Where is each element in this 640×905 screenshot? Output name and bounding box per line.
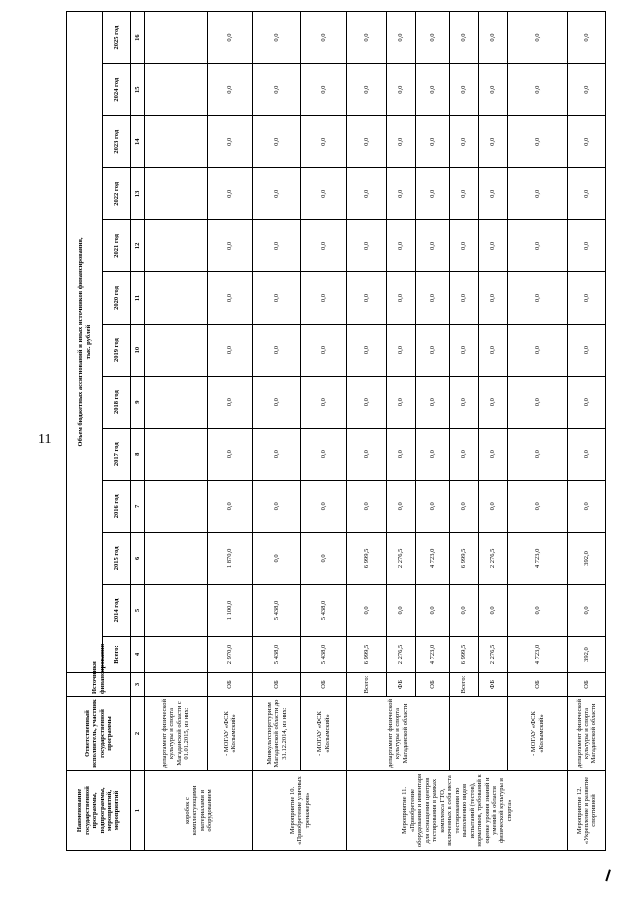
cell-value: 0,0 bbox=[253, 376, 301, 428]
cell-value bbox=[145, 324, 208, 376]
cell-value: 392,0 bbox=[568, 532, 606, 584]
cell-value: 0,0 bbox=[449, 64, 478, 116]
cell-value: 0,0 bbox=[568, 12, 606, 64]
cell-value: 4 723,0 bbox=[416, 532, 449, 584]
column-number: 6 bbox=[131, 532, 145, 584]
column-number: 10 bbox=[131, 324, 145, 376]
cell-value: 0,0 bbox=[416, 64, 449, 116]
cell-value: 0,0 bbox=[449, 272, 478, 324]
cell-executor: департамент физической культуры и спорта Магаданской области bbox=[347, 697, 449, 771]
cell-value: 0,0 bbox=[301, 116, 347, 168]
cell-value: 0,0 bbox=[507, 324, 567, 376]
table-row bbox=[207, 12, 253, 851]
column-number: 15 bbox=[131, 64, 145, 116]
cell-name: Мероприятие 10. «Приобретение уличных тренажеров» bbox=[253, 771, 347, 851]
cell-value: 0,0 bbox=[478, 220, 507, 272]
cell-value: 0,0 bbox=[386, 480, 415, 532]
cell-value: 2 276,5 bbox=[386, 637, 415, 673]
column-number: 8 bbox=[131, 428, 145, 480]
cell-source: ОБ bbox=[207, 673, 253, 697]
cell-value: 0,0 bbox=[449, 220, 478, 272]
header-year: 2016 год bbox=[103, 480, 131, 532]
cell-value: 0,0 bbox=[449, 12, 478, 64]
cell-value: 2 970,0 bbox=[207, 637, 253, 673]
cell-executor: - МОГАУ «ФСК «Колымский» bbox=[207, 697, 253, 771]
cell-source bbox=[145, 673, 208, 697]
cell-value: 0,0 bbox=[416, 12, 449, 64]
cell-value: 0,0 bbox=[207, 12, 253, 64]
cell-value: 0,0 bbox=[568, 324, 606, 376]
cell-value bbox=[145, 480, 208, 532]
cell-value: 2 276,5 bbox=[386, 532, 415, 584]
cell-value bbox=[145, 220, 208, 272]
cell-value: 0,0 bbox=[301, 168, 347, 220]
cell-value: 5 438,0 bbox=[253, 584, 301, 636]
cell-source: ОБ bbox=[416, 673, 449, 697]
cell-value: 0,0 bbox=[386, 116, 415, 168]
cell-value: 392,0 bbox=[568, 637, 606, 673]
cell-value: 0,0 bbox=[207, 324, 253, 376]
cell-value: 0,0 bbox=[507, 116, 567, 168]
cell-value: 0,0 bbox=[301, 64, 347, 116]
cell-value bbox=[145, 12, 208, 64]
cell-value: 0,0 bbox=[253, 64, 301, 116]
cell-value: 0,0 bbox=[207, 480, 253, 532]
cell-value: 0,0 bbox=[253, 272, 301, 324]
cell-value bbox=[145, 428, 208, 480]
cell-source: ОБ bbox=[301, 673, 347, 697]
cell-value bbox=[145, 532, 208, 584]
cell-value: 5 438,0 bbox=[301, 637, 347, 673]
cell-value: 0,0 bbox=[478, 116, 507, 168]
header-year: 2014 год bbox=[103, 584, 131, 636]
cell-value: 0,0 bbox=[301, 428, 347, 480]
cell-value: 0,0 bbox=[386, 376, 415, 428]
scan-mark bbox=[605, 869, 614, 882]
header-executor: Ответственный исполнитель, участник государственной программы bbox=[67, 697, 131, 771]
header-year: 2025 год bbox=[103, 12, 131, 64]
cell-value: 0,0 bbox=[301, 220, 347, 272]
cell-value: 0,0 bbox=[253, 116, 301, 168]
cell-value: 0,0 bbox=[568, 116, 606, 168]
cell-value: 6 999,5 bbox=[449, 637, 478, 673]
cell-value bbox=[145, 64, 208, 116]
cell-value: 0,0 bbox=[449, 324, 478, 376]
cell-value: 0,0 bbox=[449, 584, 478, 636]
cell-value: 0,0 bbox=[507, 584, 567, 636]
cell-value: 0,0 bbox=[507, 480, 567, 532]
cell-value: 0,0 bbox=[386, 168, 415, 220]
table-row bbox=[253, 12, 301, 851]
cell-source: ОБ bbox=[507, 673, 567, 697]
cell-source: Всего: bbox=[347, 673, 387, 697]
cell-value: 0,0 bbox=[568, 220, 606, 272]
cell-value: 0,0 bbox=[347, 480, 387, 532]
cell-value: 0,0 bbox=[207, 376, 253, 428]
cell-value: 0,0 bbox=[416, 428, 449, 480]
header-year: 2015 год bbox=[103, 532, 131, 584]
cell-value: 0,0 bbox=[347, 324, 387, 376]
header-total: Всего: bbox=[103, 637, 131, 673]
cell-value: 0,0 bbox=[568, 376, 606, 428]
column-number: 12 bbox=[131, 220, 145, 272]
header-year: 2023 год bbox=[103, 116, 131, 168]
cell-value: 0,0 bbox=[253, 168, 301, 220]
header-funding bbox=[67, 12, 103, 673]
cell-value: 0,0 bbox=[386, 272, 415, 324]
column-number: 16 bbox=[131, 12, 145, 64]
cell-value: 0,0 bbox=[568, 168, 606, 220]
cell-value: 0,0 bbox=[478, 168, 507, 220]
column-number: 14 bbox=[131, 116, 145, 168]
cell-value: 2 276,5 bbox=[478, 637, 507, 673]
rotated-table-wrapper bbox=[66, 11, 606, 851]
cell-value: 0,0 bbox=[253, 324, 301, 376]
cell-value: 0,0 bbox=[347, 116, 387, 168]
cell-value bbox=[145, 168, 208, 220]
cell-value: 1 100,0 bbox=[207, 584, 253, 636]
cell-value: 0,0 bbox=[386, 220, 415, 272]
cell-value: 0,0 bbox=[347, 168, 387, 220]
column-number: 13 bbox=[131, 168, 145, 220]
cell-executor: департамент физической культуры и спорта Магаданской области bbox=[568, 697, 606, 771]
cell-value: 0,0 bbox=[478, 480, 507, 532]
cell-value: 0,0 bbox=[416, 220, 449, 272]
cell-value: 0,0 bbox=[449, 116, 478, 168]
header-year: 2020 год bbox=[103, 272, 131, 324]
cell-value: 0,0 bbox=[478, 428, 507, 480]
column-number: 7 bbox=[131, 480, 145, 532]
cell-value: 0,0 bbox=[568, 428, 606, 480]
cell-value: 0,0 bbox=[347, 584, 387, 636]
cell-value: 0,0 bbox=[301, 532, 347, 584]
header-year: 2024 год bbox=[103, 64, 131, 116]
cell-executor: департамент физической культуры и спорта Магаданской области с 01.01.2015, из них: bbox=[145, 697, 208, 771]
cell-value: 0,0 bbox=[478, 64, 507, 116]
cell-value: 5 438,0 bbox=[301, 584, 347, 636]
cell-value: 0,0 bbox=[253, 480, 301, 532]
cell-executor bbox=[449, 697, 507, 771]
cell-name: коробок с комплектующими материалами и оборудованием bbox=[145, 771, 253, 851]
cell-value: 0,0 bbox=[478, 324, 507, 376]
table-row bbox=[347, 12, 387, 851]
cell-value: 4 723,0 bbox=[416, 637, 449, 673]
cell-value: 0,0 bbox=[568, 584, 606, 636]
cell-value: 0,0 bbox=[507, 220, 567, 272]
cell-value: 0,0 bbox=[449, 168, 478, 220]
cell-value: 0,0 bbox=[416, 376, 449, 428]
table-row bbox=[301, 12, 347, 851]
cell-value: 0,0 bbox=[507, 64, 567, 116]
cell-value bbox=[145, 637, 208, 673]
cell-value: 0,0 bbox=[449, 480, 478, 532]
column-number: 4 bbox=[131, 637, 145, 673]
column-number: 1 bbox=[131, 771, 145, 851]
cell-value: 0,0 bbox=[347, 376, 387, 428]
cell-value: 6 999,5 bbox=[449, 532, 478, 584]
cell-value: 6 999,5 bbox=[347, 637, 387, 673]
cell-value: 0,0 bbox=[347, 12, 387, 64]
cell-value: 0,0 bbox=[253, 532, 301, 584]
cell-value: 0,0 bbox=[478, 584, 507, 636]
cell-value: 0,0 bbox=[386, 324, 415, 376]
cell-value: 0,0 bbox=[347, 220, 387, 272]
column-number: 3 bbox=[131, 673, 145, 697]
cell-source: ФБ bbox=[478, 673, 507, 697]
column-number: 11 bbox=[131, 272, 145, 324]
table-row bbox=[568, 12, 606, 851]
cell-source: ФБ bbox=[386, 673, 415, 697]
cell-name: Мероприятие 12. «Укрепление и развитие спортивной bbox=[568, 771, 606, 851]
cell-value: 0,0 bbox=[478, 12, 507, 64]
cell-value: 0,0 bbox=[507, 12, 567, 64]
cell-value: 0,0 bbox=[386, 584, 415, 636]
header-year: 2022 год bbox=[103, 168, 131, 220]
cell-value bbox=[145, 376, 208, 428]
header-funding-title: Объем бюджетных ассигнований и иных источников финансирования, bbox=[77, 237, 85, 447]
cell-value: 5 438,0 bbox=[253, 637, 301, 673]
cell-executor: - МОГАУ «ФСК «Колымский» bbox=[507, 697, 567, 771]
header-year: 2021 год bbox=[103, 220, 131, 272]
cell-value: 0,0 bbox=[449, 376, 478, 428]
cell-value: 0,0 bbox=[507, 376, 567, 428]
cell-value: 0,0 bbox=[449, 428, 478, 480]
header-name: Наименование государственной программы, подпрограммы, мероприятий, мероприятий bbox=[67, 771, 131, 851]
funding-table bbox=[66, 11, 606, 851]
cell-value: 0,0 bbox=[507, 272, 567, 324]
cell-value: 0,0 bbox=[301, 324, 347, 376]
cell-value: 2 276,5 bbox=[478, 532, 507, 584]
cell-value: 0,0 bbox=[507, 428, 567, 480]
cell-value: 0,0 bbox=[347, 64, 387, 116]
column-number: 2 bbox=[131, 697, 145, 771]
cell-source: ОБ bbox=[253, 673, 301, 697]
cell-value: 0,0 bbox=[478, 376, 507, 428]
table-row bbox=[449, 12, 478, 851]
cell-value bbox=[145, 116, 208, 168]
cell-value: 0,0 bbox=[416, 168, 449, 220]
cell-value: 0,0 bbox=[568, 64, 606, 116]
cell-value: 0,0 bbox=[207, 272, 253, 324]
cell-value: 0,0 bbox=[347, 272, 387, 324]
cell-value: 0,0 bbox=[301, 12, 347, 64]
cell-source: Всего: bbox=[449, 673, 478, 697]
cell-value: 0,0 bbox=[207, 220, 253, 272]
cell-value: 1 870,0 bbox=[207, 532, 253, 584]
cell-name: Мероприятие 11. «Приобретение оборудования и инвентаря для оснащения центров тестирования в рамках комплекса ГТО, включенных в себя места тестирования по выполнению видов испытаний (тестов), нормативов, требований к оценке уровня знаний и умений в области физической культуры и спорта» bbox=[347, 771, 568, 851]
cell-value: 0,0 bbox=[416, 272, 449, 324]
cell-value: 0,0 bbox=[347, 428, 387, 480]
cell-value: 0,0 bbox=[301, 376, 347, 428]
header-year: 2019 год bbox=[103, 324, 131, 376]
cell-value: 0,0 bbox=[416, 584, 449, 636]
cell-value: 0,0 bbox=[507, 168, 567, 220]
cell-value: 0,0 bbox=[416, 480, 449, 532]
cell-value: 0,0 bbox=[253, 428, 301, 480]
cell-value: 0,0 bbox=[478, 272, 507, 324]
header-year: 2017 год bbox=[103, 428, 131, 480]
cell-value: 0,0 bbox=[207, 168, 253, 220]
cell-value: 0,0 bbox=[301, 480, 347, 532]
column-number: 9 bbox=[131, 376, 145, 428]
header-source: Источники финансирования bbox=[67, 673, 131, 697]
cell-value: 6 999,5 bbox=[347, 532, 387, 584]
cell-value: 0,0 bbox=[568, 480, 606, 532]
cell-value: 0,0 bbox=[253, 12, 301, 64]
cell-value: 0,0 bbox=[207, 64, 253, 116]
cell-value: 0,0 bbox=[386, 12, 415, 64]
header-funding-unit: тыс. рублей bbox=[84, 324, 92, 360]
cell-value: 0,0 bbox=[386, 428, 415, 480]
cell-value: 0,0 bbox=[301, 272, 347, 324]
cell-executor: Минкультспорттуризм Магаданской области до 31.12.2014, из них: bbox=[253, 697, 301, 771]
cell-value: 0,0 bbox=[253, 220, 301, 272]
cell-value: 4 723,0 bbox=[507, 637, 567, 673]
header-year: 2018 год bbox=[103, 376, 131, 428]
cell-value: 0,0 bbox=[207, 116, 253, 168]
table-row bbox=[507, 12, 567, 851]
cell-value bbox=[145, 272, 208, 324]
cell-value: 0,0 bbox=[386, 64, 415, 116]
cell-source: ОБ bbox=[568, 673, 606, 697]
page-number: 11 bbox=[38, 432, 52, 447]
cell-executor: - МОГАУ «ФСК «Колымский» bbox=[301, 697, 347, 771]
column-number: 5 bbox=[131, 584, 145, 636]
cell-value: 0,0 bbox=[207, 428, 253, 480]
cell-value: 0,0 bbox=[416, 324, 449, 376]
cell-value: 0,0 bbox=[416, 116, 449, 168]
cell-value: 4 723,0 bbox=[507, 532, 567, 584]
table-row bbox=[145, 12, 208, 851]
cell-value: 0,0 bbox=[568, 272, 606, 324]
cell-value bbox=[145, 584, 208, 636]
